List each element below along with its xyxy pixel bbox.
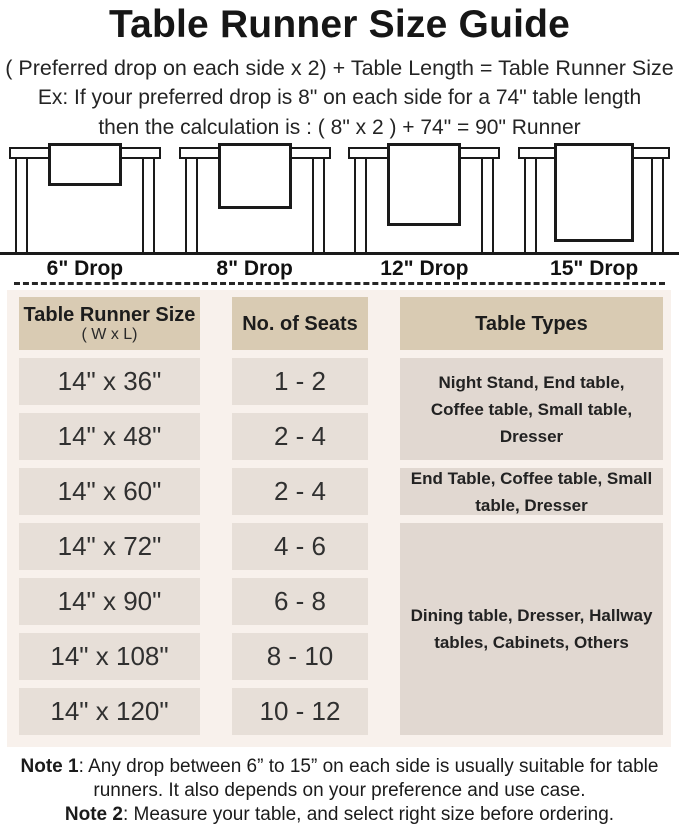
table-leg-right bbox=[312, 158, 325, 252]
header-table-types: Table Types bbox=[400, 297, 663, 350]
table-leg-left bbox=[15, 158, 28, 252]
table-leg-right bbox=[481, 158, 494, 252]
drop-label-6: 6" Drop bbox=[46, 256, 124, 280]
drop-label-8: 8" Drop bbox=[216, 256, 293, 280]
notes-section bbox=[0, 755, 679, 827]
runner-size-cell: 14" x 120" bbox=[19, 688, 200, 735]
runner-size-cell: 14" x 90" bbox=[19, 578, 200, 625]
illustration-column-6-drop bbox=[0, 143, 170, 252]
table-leg-left bbox=[185, 158, 198, 252]
runner-size-cell: 14" x 36" bbox=[19, 358, 200, 405]
illustration-column-12-drop bbox=[340, 143, 510, 252]
illustration-column-15-drop bbox=[509, 143, 679, 252]
header-runner-size-sub: ( W x L) bbox=[81, 325, 138, 343]
drop-label-15: 15" Drop bbox=[550, 256, 639, 280]
runner-graphic bbox=[387, 143, 461, 226]
runner-size-cell: 14" x 72" bbox=[19, 523, 200, 570]
seats-cell: 4 - 6 bbox=[232, 523, 368, 570]
runner-size-cell: 14" x 60" bbox=[19, 468, 200, 515]
example-line-2: then the calculation is : ( 8" x 2 ) + 74" = 90" Runner bbox=[98, 116, 581, 139]
drop-illustrations bbox=[0, 143, 679, 255]
note-2-label: Note 2 bbox=[64, 804, 123, 825]
runner-size-cell: 14" x 108" bbox=[19, 633, 200, 680]
seats-cell: 1 - 2 bbox=[232, 358, 368, 405]
drop-label-12: 12" Drop bbox=[380, 256, 469, 280]
example-line-1: Ex: If your preferred drop is 8" on each side for a 74" table length bbox=[37, 86, 642, 109]
header-runner-size bbox=[19, 297, 200, 350]
runner-graphic bbox=[218, 143, 292, 209]
table-illustration-12-drop bbox=[348, 143, 500, 252]
formula-text: ( Preferred drop on each side x 2) + Table Length = Table Runner Size bbox=[5, 56, 674, 80]
note-1-label: Note 1 bbox=[20, 756, 79, 777]
note-1-text: : Any drop between 6” to 15” on each side is usually suitable for table runners. It also depends on your preference and use case. bbox=[78, 756, 659, 801]
header-no-of-seats: No. of Seats bbox=[232, 297, 368, 350]
dashed-divider bbox=[14, 282, 665, 285]
seats-cell: 10 - 12 bbox=[232, 688, 368, 735]
table-illustration-6-drop bbox=[9, 143, 161, 252]
page-title: Table Runner Size Guide bbox=[108, 3, 571, 46]
runner-graphic bbox=[48, 143, 122, 186]
table-types-cell-medium-tables: End Table, Coffee table, Small table, Dresser bbox=[400, 468, 663, 515]
seats-cell: 2 - 4 bbox=[232, 413, 368, 460]
seats-cell: 6 - 8 bbox=[232, 578, 368, 625]
table-types-cell-large-tables: Dining table, Dresser, Hallway tables, Cabinets, Others bbox=[400, 523, 663, 735]
table-leg-right bbox=[651, 158, 664, 252]
runner-graphic bbox=[554, 143, 634, 242]
illustration-column-8-drop bbox=[170, 143, 340, 252]
seats-cell: 8 - 10 bbox=[232, 633, 368, 680]
size-table-section bbox=[7, 290, 671, 747]
header-runner-size-title: Table Runner Size bbox=[23, 303, 196, 326]
note-2 bbox=[8, 803, 671, 827]
table-leg-right bbox=[142, 158, 155, 252]
table-types-cell-small-tables: Night Stand, End table, Coffee table, Small table, Dresser bbox=[400, 358, 663, 460]
table-illustration-15-drop bbox=[518, 143, 670, 252]
drop-labels-row bbox=[0, 255, 679, 282]
table-illustration-8-drop bbox=[179, 143, 331, 252]
note-1 bbox=[8, 755, 671, 803]
size-guide-table bbox=[19, 297, 671, 735]
runner-size-cell: 14" x 48" bbox=[19, 413, 200, 460]
note-2-text: : Measure your table, and select right size before ordering. bbox=[122, 804, 615, 825]
table-leg-left bbox=[524, 158, 537, 252]
seats-cell: 2 - 4 bbox=[232, 468, 368, 515]
size-guide-page bbox=[0, 2, 679, 828]
table-leg-left bbox=[354, 158, 367, 252]
